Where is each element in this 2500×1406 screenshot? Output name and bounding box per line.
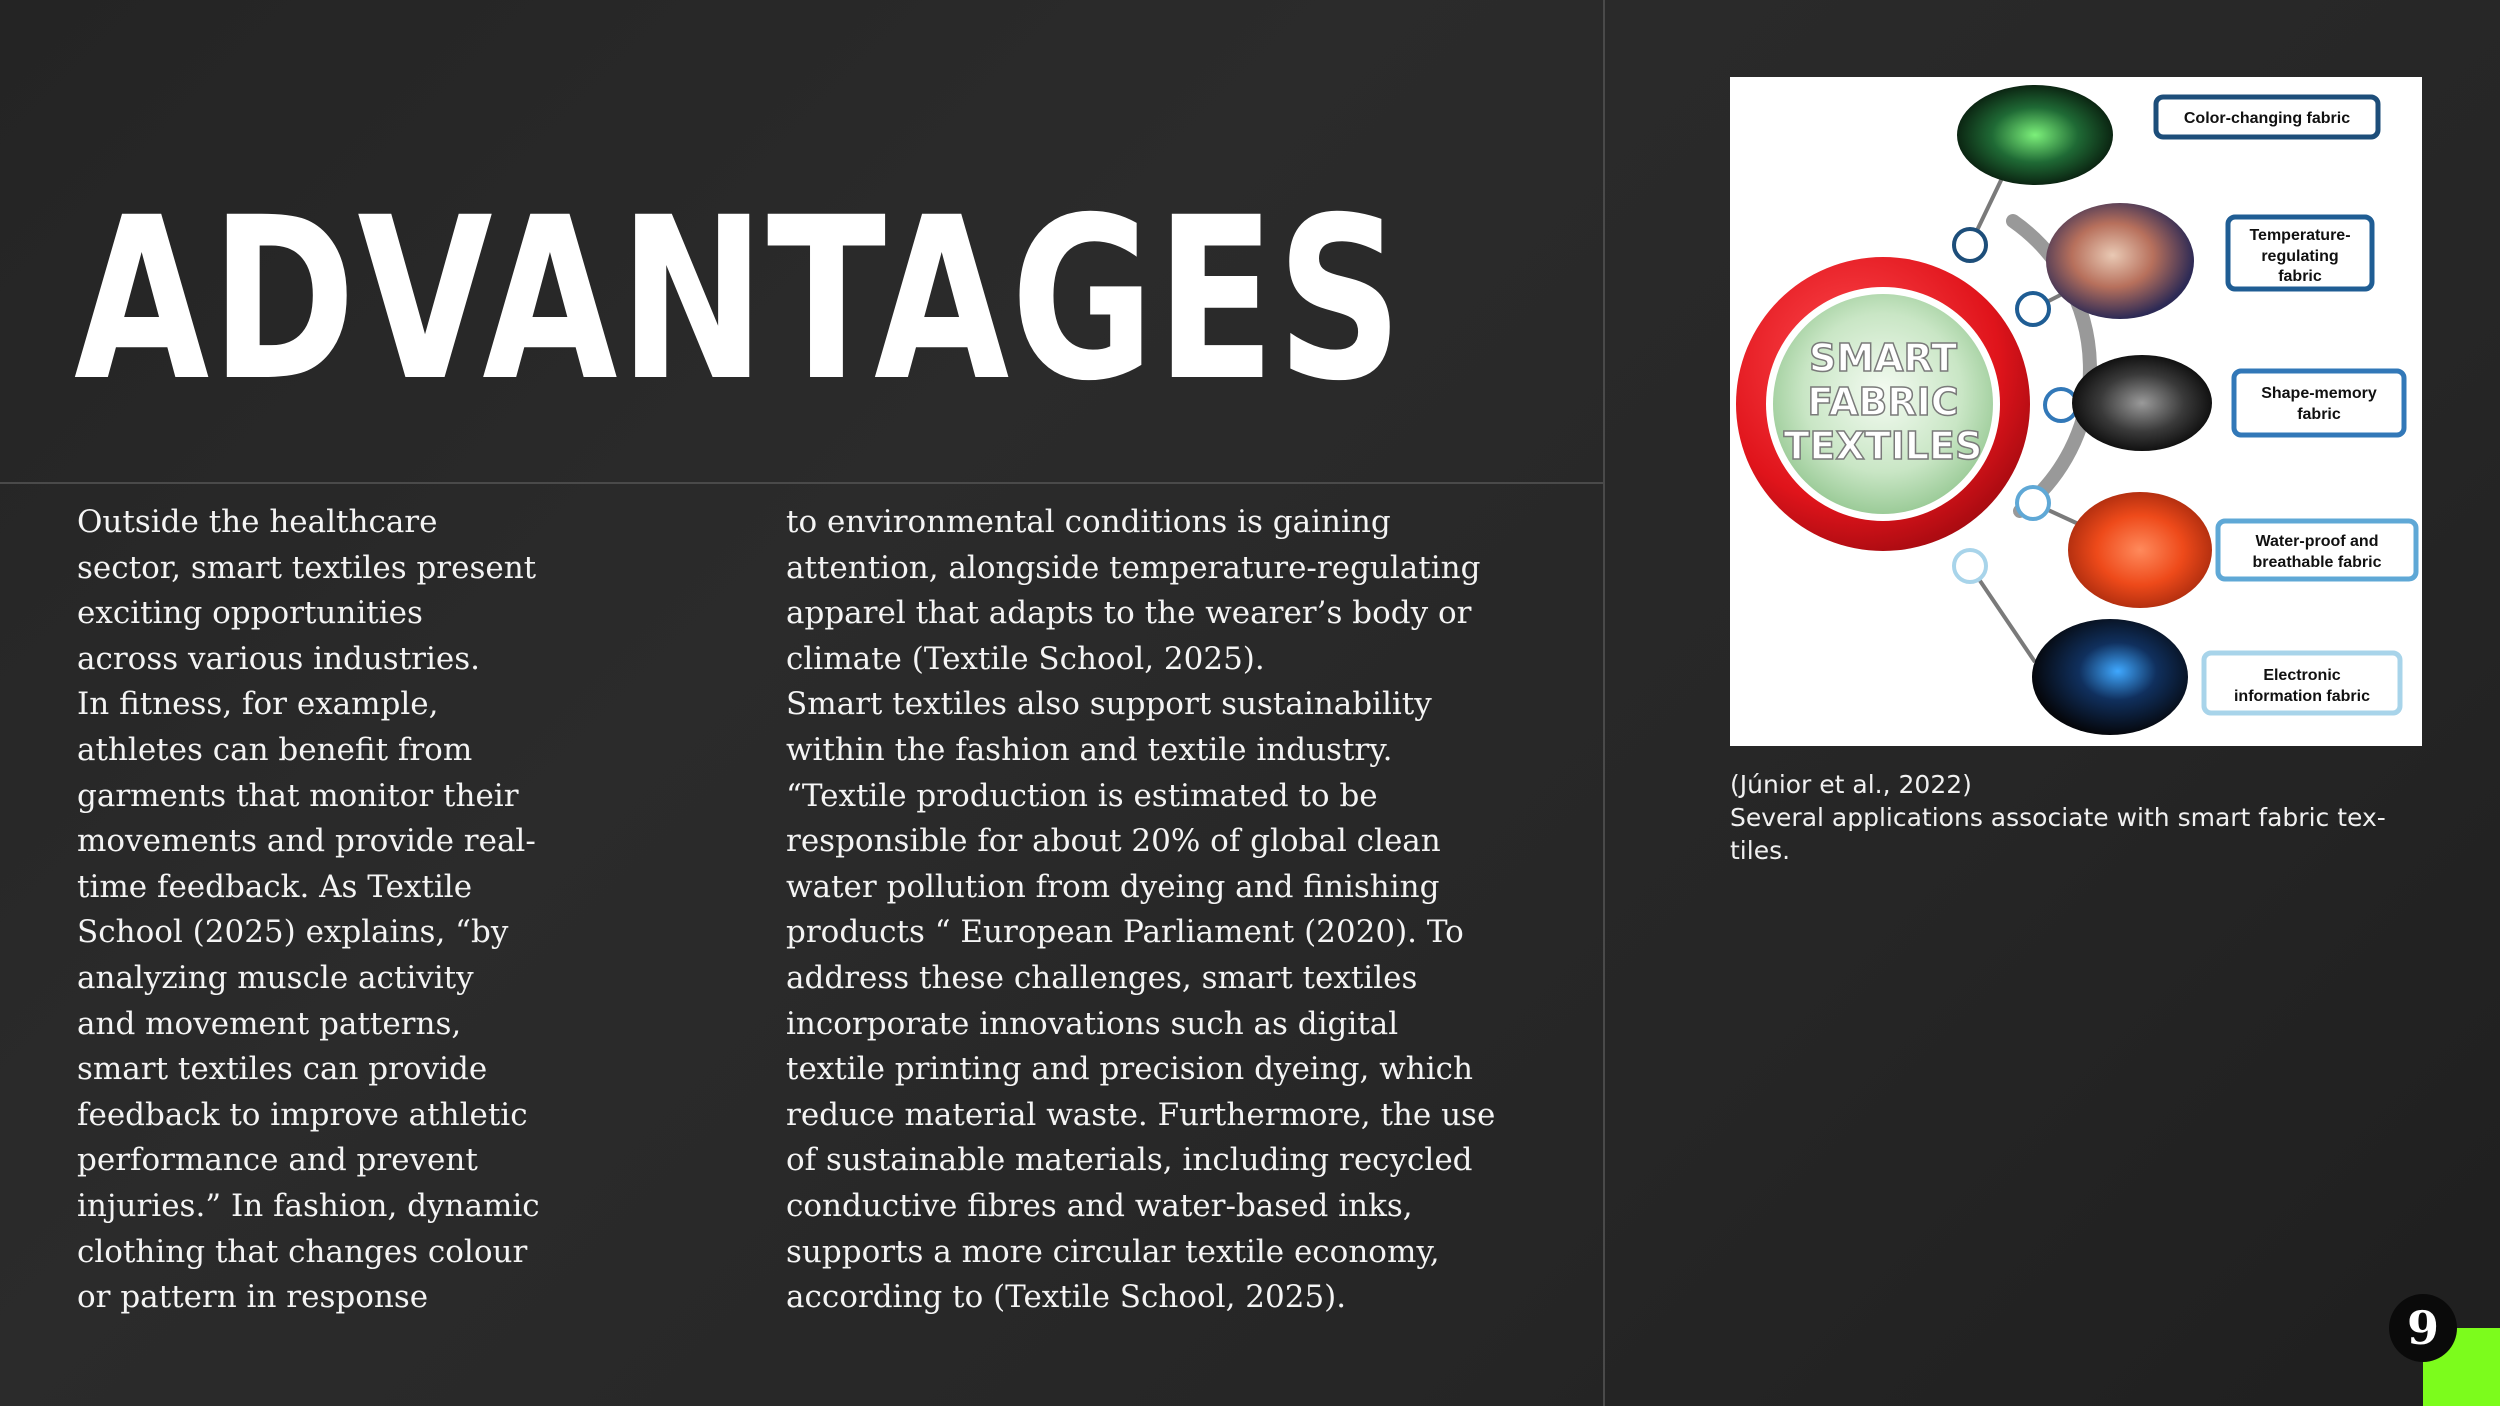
text-line: attention, alongside temperature-regulating <box>786 549 1481 586</box>
label-temperature-1: Temperature- <box>2249 227 2351 244</box>
text-line: apparel that adapts to the wearer’s body or <box>786 595 1472 632</box>
text-line: Smart textiles also support sustainability <box>786 686 1432 723</box>
text-line: sector, smart textiles present <box>77 549 537 586</box>
text-line: feedback to improve athletic <box>77 1096 528 1133</box>
label-waterproof-1: Water-proof and <box>2255 533 2379 550</box>
caption-citation: (Júnior et al., 2022) <box>1730 770 1972 799</box>
text-line: movements and provide real- <box>77 823 536 860</box>
label-waterproof-2: breathable fabric <box>2252 554 2382 571</box>
slide-title: ADVANTAGES <box>74 169 1405 430</box>
horizontal-divider <box>0 482 1603 484</box>
center-text-smart: SMART <box>1808 336 1958 380</box>
label-electronic-1: Electronic <box>2263 667 2341 684</box>
text-line: clothing that changes colour <box>77 1233 528 1270</box>
label-shape-memory-2: fabric <box>2297 406 2341 423</box>
text-line: climate (Textile School, 2025). <box>786 640 1265 677</box>
center-text-fabric: FABRIC <box>1807 380 1959 424</box>
text-line: textile printing and precision dyeing, which <box>786 1051 1473 1088</box>
text-line: products “ European Parliament (2020). To <box>786 914 1464 951</box>
smart-fabric-diagram <box>1730 77 2422 746</box>
text-line: reduce material waste. Furthermore, the use <box>786 1096 1496 1133</box>
text-line: “Textile production is estimated to be <box>786 777 1378 814</box>
text-line: across various industries. <box>77 640 481 677</box>
text-line: exciting opportunities <box>77 595 423 632</box>
text-line: time feedback. As Textile <box>77 868 473 905</box>
text-line: athletes can benefit from <box>77 731 473 768</box>
page-number: 9 <box>2389 1294 2457 1362</box>
text-line: In fitness, for example, <box>77 686 439 723</box>
text-line: of sustainable materials, including recycled <box>786 1142 1473 1179</box>
text-line: injuries.” In fashion, dynamic <box>77 1187 540 1224</box>
label-color-changing: Color-changing fabric <box>2183 110 2351 127</box>
text-column-middle <box>786 500 1495 1321</box>
text-line: within the fashion and textile industry. <box>786 731 1393 768</box>
text-line: water pollution from dyeing and finishing <box>786 868 1440 905</box>
figure-caption <box>1730 768 2450 867</box>
text-column-left <box>77 500 540 1321</box>
caption-line: Several applications associate with smart fabric tex- <box>1730 803 2386 832</box>
text-line: incorporate innovations such as digital <box>786 1005 1399 1042</box>
text-line: analyzing muscle activity <box>77 959 474 996</box>
center-text-textiles: TEXTILES <box>1783 424 1983 468</box>
text-line: and movement patterns, <box>77 1005 462 1042</box>
text-line: performance and prevent <box>77 1142 478 1179</box>
text-line: or pattern in response <box>77 1279 429 1316</box>
text-line: responsible for about 20% of global clean <box>786 823 1441 860</box>
label-shape-memory-1: Shape-memory <box>2261 385 2377 402</box>
text-line: Outside the healthcare <box>77 504 438 540</box>
label-temperature-3: fabric <box>2278 268 2322 285</box>
text-line: address these challenges, smart textiles <box>786 959 1418 996</box>
label-temperature-2: regulating <box>2261 248 2339 265</box>
text-line: smart textiles can provide <box>77 1051 488 1088</box>
text-line: garments that monitor their <box>77 777 519 814</box>
text-line: to environmental conditions is gaining <box>786 504 1391 540</box>
text-line: conductive fibres and water-based inks, <box>786 1187 1413 1224</box>
text-line: supports a more circular textile economy, <box>786 1233 1440 1270</box>
text-line: according to (Textile School, 2025). <box>786 1279 1347 1316</box>
caption-line: tiles. <box>1730 836 1791 865</box>
label-electronic-2: information fabric <box>2233 688 2371 705</box>
smart-fabric-figure <box>1730 77 2422 746</box>
text-line: School (2025) explains, “by <box>77 914 509 951</box>
vertical-divider <box>1603 0 1605 1406</box>
